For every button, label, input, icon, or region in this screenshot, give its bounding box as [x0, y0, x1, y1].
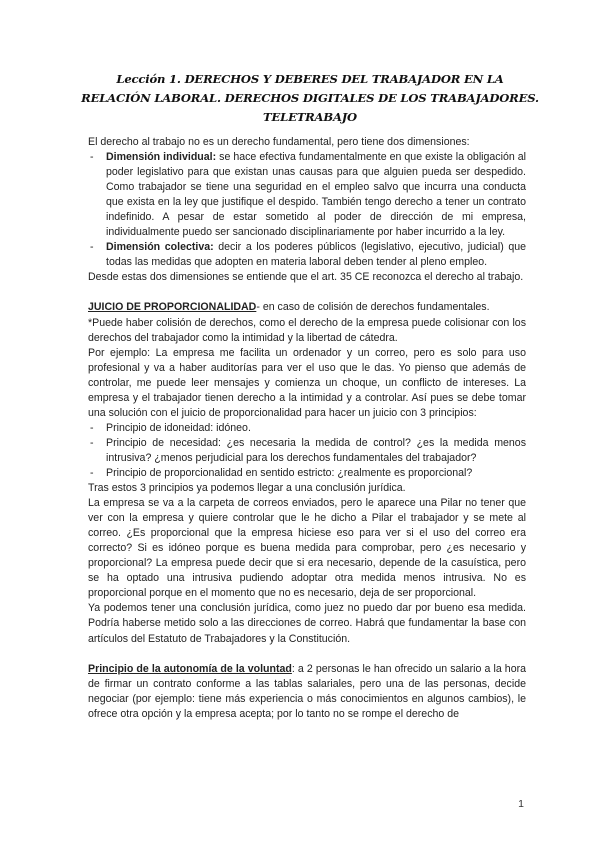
list-item	[88, 421, 526, 436]
bullet-dash: -	[90, 151, 94, 164]
page-number: 1	[518, 798, 524, 810]
principle-text: Principio de proporcionalidad en sentido estricto: ¿realmente es proporcional?	[106, 466, 473, 479]
title-line-2: RELACIÓN LABORAL. DERECHOS DIGITALES DE LOS TRABAJADORES.	[81, 91, 539, 105]
principle-text: Principio de necesidad: ¿es necesaria la medida de control? ¿es la medida menos intrusiva? ¿menos perjudicial para los derechos fundamentales del trabajador?	[106, 436, 526, 464]
bullet-dash: -	[90, 241, 94, 254]
intro-paragraph: El derecho al trabajo no es un derecho fundamental, pero tiene dos dimensiones:	[88, 136, 470, 148]
bullet-dash: -	[90, 421, 94, 434]
list-item	[88, 466, 526, 481]
proporcionalidad-heading-line	[88, 300, 526, 315]
dimension-term: Dimensión colectiva:	[106, 241, 214, 254]
after-principles-paragraph: Tras estos 3 principios ya podemos llegar a una conclusión jurídica.	[88, 482, 406, 495]
autonomia-paragraph	[88, 662, 526, 722]
lesson-title	[80, 70, 540, 127]
dimension-text: decir a los poderes públicos (legislativo, ejecutivo, judicial) que todas las medidas que adopten en materia laboral deben tender al pleno empleo.	[106, 241, 527, 269]
section-heading: Principio de la autonomía de la voluntad	[88, 662, 292, 675]
dimension-term: Dimensión individual:	[106, 151, 217, 164]
example-paragraph: Por ejemplo: La empresa me facilita un ordenador y un correo, pero es solo para uso profesional y va a haber auditorías para ver el uso que le das. Yo pienso que además de controlar, me puede leer mensajes y comienza un choque, un conflicto de intereses. La empresa y el trabajador tienen derecho a la intimidad y a controlar. Así pues se debe tomar una solución con el juicio de proporcionalidad para hacer un juicio con 3 principios:	[88, 346, 526, 419]
conclusion-paragraph: Desde estas dos dimensiones se entiende que el art. 35 CE reconozca el derecho al trabajo.	[88, 271, 524, 284]
section-heading: JUICIO DE PROPORCIONALIDAD	[88, 301, 257, 314]
heading-rest: - en caso de colisión de derechos fundamentales.	[256, 301, 490, 314]
list-item	[88, 240, 526, 270]
bullet-dash: -	[90, 466, 94, 479]
list-item	[88, 150, 526, 240]
note-paragraph: *Puede haber colisión de derechos, como el derecho de la empresa puede colisionar con los derechos del trabajador como la intimidad y la libertad de cátedra.	[88, 316, 526, 344]
spacer	[88, 285, 526, 300]
title-line-1: Lección 1. DERECHOS Y DEBERES DEL TRABAJADOR EN LA	[116, 72, 504, 86]
autonomia-text: : a 2 personas le han ofrecido un salario a la hora de firmar un contrato conforme a las tablas salariales, pero una de las personas, decide negociar (por ejemplo: tiene más experiencia o más conocimientos en algunos cambios), le ofrece otra opción y la empresa acepta; por lo tanto no se rompe el derecho de	[88, 662, 526, 720]
list-item	[88, 436, 526, 466]
bullet-dash: -	[90, 436, 94, 449]
principle-text: Principio de idoneidad: idóneo.	[106, 421, 251, 434]
case-paragraph: La empresa se va a la carpeta de correos enviados, pero le aparece una Pilar no tener que ver con la empresa y quiere controlar que le he dicho a Pilar el trabajador y se mete al correo. ¿Es proporcional que la empresa hiciese eso para ver si el uso del correo era correcto? Si es idóneo porque es buena medida para comprobar, pero ¿es necesario y proporcional? La empresa puede decir que si era necesario, depende de la casuística, pero se ha optado una intrusiva pudiendo adoptar otra medida menos intrusiva. No es proporcional porque en el momento que no es necesario, deja de ser proporcional.	[88, 497, 526, 600]
spacer	[88, 647, 526, 662]
final-paragraph: Ya podemos tener una conclusión jurídica, como juez no puedo dar por bueno esa medida. Podría haberse metido solo a las direcciones de correo. Habrá que fundamentar la base con artículos del Estatuto de Trabajadores y la Constitución.	[88, 602, 526, 645]
dimension-text: se hace efectiva fundamentalmente en que existe la obligación al poder legislativo para que existan unas causas para que alguien pueda ser despedido. Como trabajador se tiene una seguridad en el empleo salvo que incurra una conducta que exista en la ley que justifique el despido. También tengo derecho a tener un contrato indefinido. A pesar de estar sometido al poder de dirección de mi empresa, individualmente puedo ser sancionado disciplinariamente por haber incurrido a la ley.	[106, 151, 526, 239]
title-line-3: TELETRABAJO	[263, 110, 357, 124]
document-body	[88, 135, 526, 722]
